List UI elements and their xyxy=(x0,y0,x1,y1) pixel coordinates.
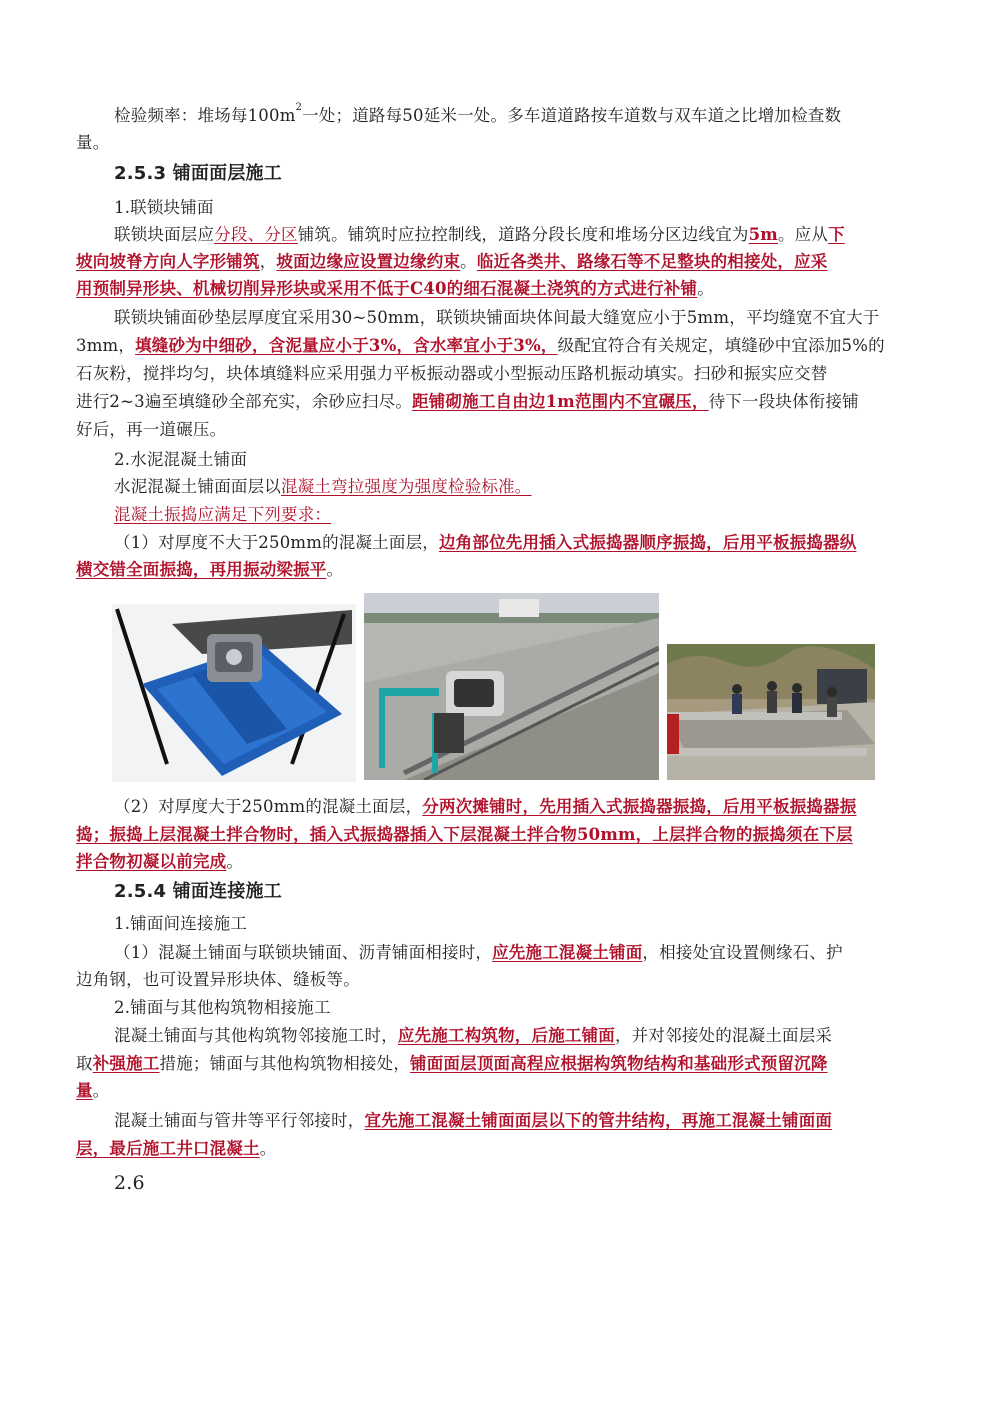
vibrating-screed-image xyxy=(364,593,659,780)
paragraph-line: 3mm，填缝砂为中细砂，含泥量应小于3%，含水率宜小于3%，级配宜符合有关规定，填缝砂中宜添加5%的 xyxy=(76,336,885,355)
section-heading-2-5-3: 2.5.3 铺面面层施工 xyxy=(114,163,282,184)
highlight: 坡向坡脊方向人字形铺筑 xyxy=(76,252,260,271)
workers-paving-image xyxy=(667,644,875,780)
highlight: 宜先施工混凝土铺面面层以下的管井结构，再施工混凝土铺面面 xyxy=(364,1111,833,1130)
subheading-structure-connection: 2.铺面与其他构筑物相接施工 xyxy=(114,998,331,1017)
highlight: 应先施工构筑物，后施工铺面 xyxy=(397,1026,616,1045)
section-number-2-6: 2.6 xyxy=(114,1172,145,1194)
workers-paving-photo xyxy=(667,644,875,780)
highlight: 拌合物初凝以前完成 xyxy=(76,852,227,871)
paragraph-line: （1）混凝土铺面与联锁块铺面、沥青铺面相接时，应先施工混凝土铺面，相接处宜设置侧缘石、护 xyxy=(114,943,843,962)
paragraph-line: 石灰粉，搅拌均匀，块体填缝料应采用强力平板振动器或小型振动压路机振动填实。扫砂和振实应交替 xyxy=(76,364,828,383)
highlight: 距铺砌施工自由边1m范围内不宜碾压， xyxy=(412,392,709,411)
section-heading-2-5-4: 2.5.4 铺面连接施工 xyxy=(114,881,282,902)
subheading-pavement-connection: 1.铺面间连接施工 xyxy=(114,914,248,933)
paragraph-line: 混凝土铺面与管井等平行邻接时，宜先施工混凝土铺面面层以下的管井结构，再施工混凝土铺面面 xyxy=(114,1111,833,1130)
paragraph-line: （2）对厚度大于250mm的混凝土面层，分两次摊铺时，先用插入式振捣器振捣，后用平板振捣器振 xyxy=(114,797,857,816)
paragraph-line: 好后，再一道碾压。 xyxy=(76,420,227,439)
highlight: 量 xyxy=(76,1081,93,1100)
highlight: 临近各类井、路缘石等不足整块的相接处，应采 xyxy=(476,252,828,271)
vibrating-screed-photo xyxy=(364,593,659,780)
paragraph-line: 横交错全面振捣，再用振动梁振平。 xyxy=(76,560,344,579)
highlight: 补强施工 xyxy=(92,1054,160,1073)
plate-vibrator-photo xyxy=(112,604,356,782)
paragraph-line: 混凝土铺面与其他构筑物邻接施工时，应先施工构筑物，后施工铺面，并对邻接处的混凝土面层采 xyxy=(114,1026,833,1045)
paragraph-line: 进行2~3遍至填缝砂全部充实，余砂应扫尽。距铺砌施工自由边1m范围内不宜碾压，待下一段块体衔接铺 xyxy=(76,392,859,411)
highlight: 坡面边缘应设置边缘约束 xyxy=(276,252,461,271)
paragraph-line: 联锁块面层应分段、分区铺筑。铺筑时应拉控制线，道路分段长度和堆场分区边线宜为5m。应从下 xyxy=(114,225,845,244)
highlight: 5m xyxy=(748,225,778,244)
paragraph-inspection-frequency: 检验频率：堆场每$100m^2$一处；道路每50延米一处。多车道道路按车道数与双车道之比增加检查数 xyxy=(114,102,842,125)
paragraph-line: 坡向坡脊方向人字形铺筑，坡面边缘应设置边缘约束。临近各类井、路缘石等不足整块的相接处，应采 xyxy=(76,252,828,271)
paragraph-line: 量。 xyxy=(76,133,110,152)
highlight: 层，最后施工井口混凝土 xyxy=(76,1139,260,1158)
paragraph-line: 边角钢，也可设置异形块体、缝板等。 xyxy=(76,970,360,989)
paragraph-line: （1）对厚度不大于250mm的混凝土面层，边角部位先用插入式振捣器顺序振捣，后用平板振捣器纵 xyxy=(114,533,857,552)
paragraph-line: 层，最后施工井口混凝土。 xyxy=(76,1139,277,1158)
highlight: 用预制异形块、机械切削异形块或采用不低于C40的细石混凝土浇筑的方式进行补铺 xyxy=(76,279,698,298)
highlight: 应先施工混凝土铺面 xyxy=(492,943,643,962)
highlight: 分两次摊铺时，先用插入式振捣器振捣，后用平板振捣器振 xyxy=(422,797,857,816)
subheading-concrete-pavement: 2.水泥混凝土铺面 xyxy=(114,450,248,469)
highlight: 分段、分区 xyxy=(214,225,298,244)
paragraph-line xyxy=(76,822,926,848)
paragraph-line: 取补强施工措施；铺面与其他构筑物相接处，铺面面层顶面高程应根据构筑物结构和基础形式预留沉降 xyxy=(76,1054,828,1073)
highlight: 横交错全面振捣，再用振动梁振平 xyxy=(76,560,327,579)
highlight: 铺面面层顶面高程应根据构筑物结构和基础形式预留沉降 xyxy=(410,1054,828,1073)
paragraph-line: 联锁块铺面砂垫层厚度宜采用30~50mm，联锁块铺面块体间最大缝宽应小于5mm，平均缝宽不宜大于 xyxy=(114,308,880,327)
highlight: 捣；振捣上层混凝土拌合物时，插入式振捣器插入下层混凝土拌合物50mm，上层拌合物的振捣须在下层 xyxy=(76,825,853,844)
plate-vibrator-image xyxy=(112,604,356,782)
paragraph-line: 水泥混凝土铺面面层以混凝土弯拉强度为强度检验标准。 xyxy=(114,477,532,496)
paragraph-line: 用预制异形块、机械切削异形块或采用不低于C40的细石混凝土浇筑的方式进行补铺。 xyxy=(76,279,714,298)
highlight: 混凝土弯拉强度为强度检验标准。 xyxy=(281,477,532,496)
paragraph-line xyxy=(114,502,964,528)
highlight: 边角部位先用插入式振捣器顺序振捣，后用平板振捣器纵 xyxy=(438,533,857,552)
highlight: 下 xyxy=(828,225,845,244)
highlight: 混凝土振捣应满足下列要求： xyxy=(114,505,332,524)
subheading-interlocking-block: 1.联锁块铺面 xyxy=(114,198,214,217)
paragraph-line: 拌合物初凝以前完成。 xyxy=(76,852,244,871)
paragraph-line: 量。 xyxy=(76,1081,110,1100)
highlight: 填缝砂为中细砂，含泥量应小于3%，含水率宜小于3%， xyxy=(135,336,558,355)
